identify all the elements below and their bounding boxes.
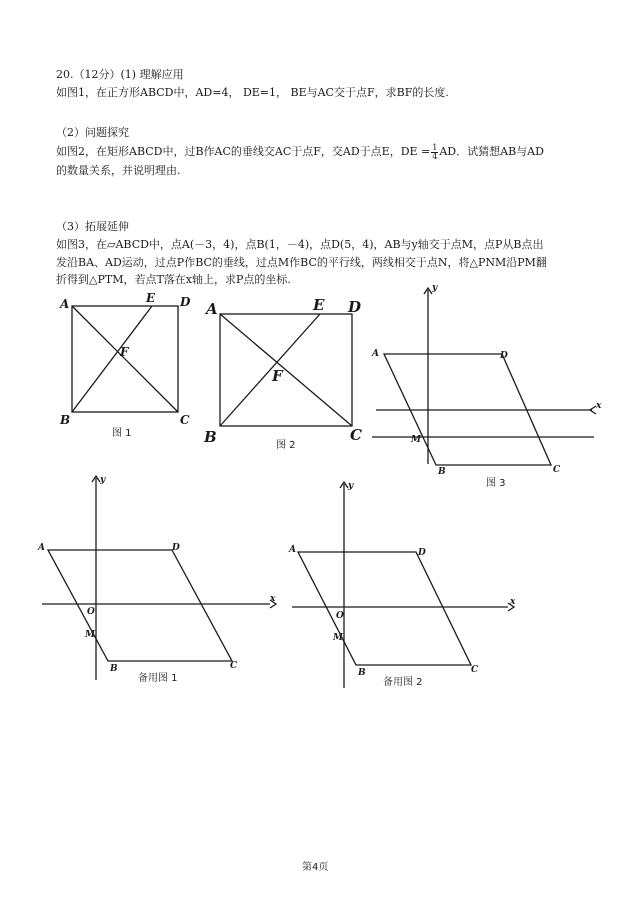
spare2-label-c: C (471, 665, 479, 675)
problem-heading: 20.（12分）(1) 理解应用 (56, 68, 184, 81)
spare1-label-o: O (87, 607, 95, 617)
part2-line2: 的数量关系，并说明理由. (56, 164, 181, 177)
figure-1 (72, 306, 178, 412)
part2-heading: （2）问题探究 (56, 126, 129, 139)
fig1-label-c: C (180, 413, 190, 427)
fig3-label-b: B (438, 467, 446, 477)
spare1-label-c: C (230, 661, 238, 671)
fig1-label-d: D (180, 295, 191, 309)
fraction-denominator: 4 (432, 151, 438, 161)
spare1-label-y: y (100, 475, 106, 485)
fig2-label-f: F (272, 367, 283, 385)
fig3-label-m: M (411, 435, 421, 445)
fig1-label-a: A (60, 297, 70, 311)
spare2-label-b: B (358, 668, 366, 678)
fig2-label-e: E (313, 296, 325, 314)
fig2-caption: 图 2 (276, 440, 296, 451)
fig3-label-d: D (500, 351, 508, 361)
spare-figure-2 (292, 482, 514, 688)
fig1-label-f: F (120, 345, 129, 359)
part3-line3: 折得到△PTM，若点T落在x轴上，求P点的坐标. (56, 273, 291, 286)
spare1-label-m: M (85, 630, 95, 640)
part3-line2: 发沿BA、AD运动，过点P作BC的垂线，过点M作BC的平行线，两线相交于点N，将△PNM沿PM翻 (56, 256, 547, 269)
part3-line1: 如图3，在▱ABCD中，点A(－3，4)，点B(1，－4)，点D(5，4)，AB与y轴交于点M，点P从B点出 (56, 238, 544, 251)
fig3-label-y: y (432, 283, 438, 293)
spare1-label-x: x (270, 594, 276, 604)
fig3-label-c: C (553, 465, 561, 475)
fig2-diagonal-ac (220, 314, 352, 426)
figure-2 (220, 314, 352, 426)
fig1-label-b: B (60, 413, 71, 427)
spare1-label-b: B (110, 664, 118, 674)
part3-heading: （3）拓展延伸 (56, 220, 129, 233)
fig2-label-a: A (206, 300, 218, 318)
part2-line1-a: 如图2，在矩形ABCD中，过B作AC的垂线交AC于点F，交AD于点E，DE = (56, 145, 431, 158)
fig1-segment-be (72, 306, 152, 412)
spare1-label-d: D (172, 543, 180, 553)
spare2-label-o: O (336, 611, 344, 621)
spare2-label-y: y (348, 481, 354, 491)
fig1-diagonal-ac (72, 306, 178, 412)
fig3-caption: 图 3 (486, 478, 506, 489)
spare1-parallelogram (48, 550, 232, 661)
fig2-label-d: D (348, 298, 362, 316)
spare2-label-d: D (418, 548, 426, 558)
fig2-segment-be (220, 314, 320, 426)
spare-figure-1 (42, 476, 276, 680)
fig1-caption: 图 1 (112, 428, 132, 439)
spare2-label-x: x (510, 597, 516, 607)
fig3-label-a: A (372, 349, 379, 359)
spare1-caption: 备用图 1 (138, 673, 178, 684)
fig2-label-c: C (350, 426, 362, 444)
fig2-label-b: B (204, 428, 217, 446)
figure-3 (372, 288, 596, 465)
part2-line1-b: AD．试猜想AB与AD (439, 145, 544, 158)
part1-text: 如图1，在正方形ABCD中，AD=4， DE=1， BE与AC交于点F，求BF的长度. (56, 86, 449, 99)
spare2-caption: 备用图 2 (383, 677, 423, 688)
spare2-label-m: M (333, 633, 343, 643)
fig3-label-x: x (596, 401, 602, 411)
spare2-label-a: A (289, 545, 296, 555)
fig1-label-e: E (146, 291, 156, 305)
page-number: 第4页 (302, 862, 329, 873)
fraction-numerator: 1 (432, 142, 438, 152)
spare1-label-a: A (38, 543, 45, 553)
spare2-parallelogram (298, 552, 471, 665)
